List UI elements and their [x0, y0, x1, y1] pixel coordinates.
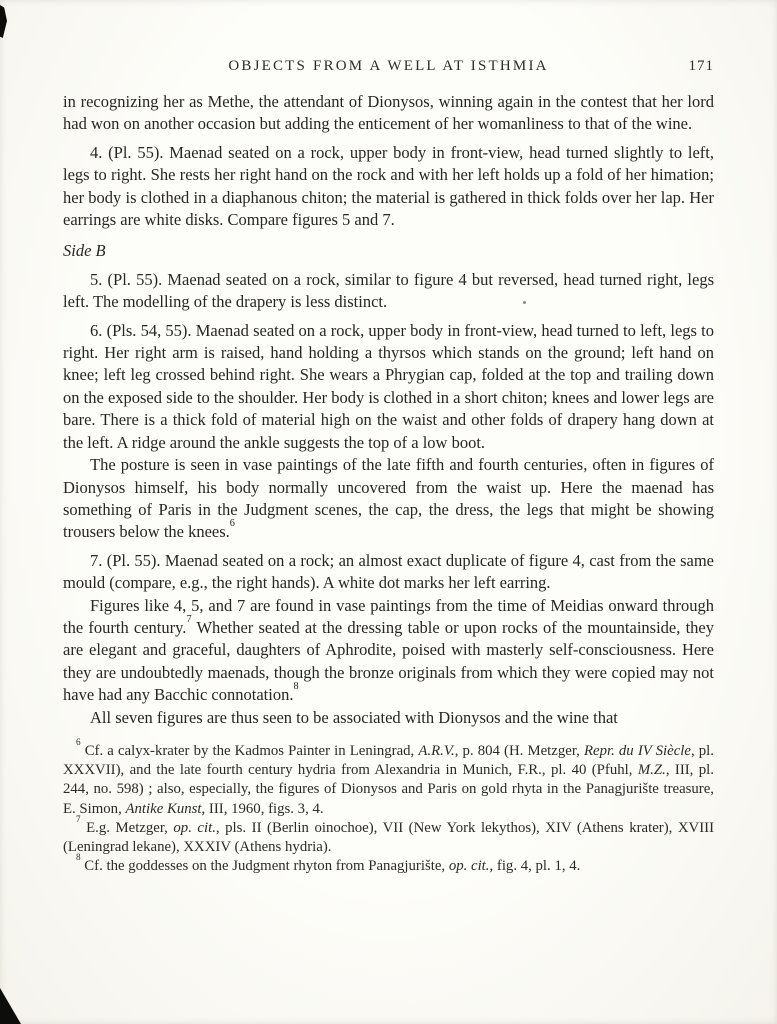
footnote-6	[63, 736, 714, 819]
italic-text: Side B	[63, 241, 106, 261]
footnotes	[63, 736, 714, 876]
footnote-reference: 7	[76, 813, 81, 824]
text-segment: in recognizing her as Methe, the attendant of Dionysos, winning again in the contest that her lord had won on another occasion but adding the enticement of her womanliness to that of the wine.	[63, 92, 714, 134]
text-segment: Cf. the goddesses on the Judgment rhyton from Panagjurište,	[80, 858, 449, 875]
text-segment: 6. (Pls. 54, 55). Maenad seated on a rock, upper body in front-view, head turned to left, legs to right. Her right arm is raised, hand holding a thyrsos which stands on the ground; left hand on knee; left leg crossed behind right. She wears a Phrygian cap, folded at the top and trailing down on the exposed side to the shoulder. Her body is clothed in a short chiton; knees and lower legs are bare. There is a thick fold of material high on the waist and other folds of drapery hang down at the left. A ridge around the ankle suggests the top of a low boot.	[63, 320, 714, 452]
body-text	[63, 91, 714, 729]
catalogue-entry-6	[63, 320, 714, 454]
running-head	[63, 58, 714, 78]
text-segment: 7. (Pl. 55). Maenad seated on a rock; an almost exact duplicate of figure 4, cast from the same mould (compare, e.g., the right hands). A white dot marks her left earring.	[63, 550, 714, 593]
catalogue-entry-7	[63, 550, 714, 595]
italic-text: A.R.V.	[418, 742, 455, 759]
italic-text: M.Z.	[637, 762, 666, 779]
paragraph-figures-4-5-7	[63, 595, 714, 707]
text-segment: , pl. XXXVII), and the late fourth century hydria from Alexandria in Munich, F.R., pl. 40 (Pfuhl,	[63, 742, 714, 779]
text-segment: E.g. Metzger,	[80, 819, 174, 836]
italic-text: op. cit.	[173, 819, 216, 836]
section-heading-side-b	[63, 240, 714, 262]
paragraph-continuation	[63, 91, 714, 136]
text-segment: , p. 804 (H. Metzger,	[454, 742, 584, 759]
italic-text: Repr. du IV Siècle	[583, 742, 691, 759]
text-segment: All seven figures are thus seen to be associated with Dionysos and the wine that	[90, 707, 618, 727]
text-segment: 5. (Pl. 55). Maenad seated on a rock, similar to figure 4 but reversed, head turned right, legs left. The modelling of the drapery is less distinct.	[63, 269, 714, 312]
scan-artifact-bottom-left	[0, 984, 21, 1024]
text-segment: , pls. II (Berlin oinochoe), VII (New York lekythos), XIV (Athens krater), XVIII (Leningrad lekane), XXXIV (Athens hydria).	[63, 819, 714, 855]
italic-text: Antike Kunst	[125, 800, 202, 817]
text-segment: , III, 1960, figs. 3, 4.	[201, 800, 324, 817]
catalogue-entry-4	[63, 142, 714, 232]
footnote-reference: 8	[76, 852, 81, 863]
text-segment: , III, pl. 244, no. 598) ; also, especially, the figures of Dionysos and Paris on gold rhyta in the Panagjurište treasure, E. Simon,	[63, 762, 714, 817]
scan-artifact-top-left	[0, 5, 7, 38]
running-head-title: OBJECTS FROM A WELL AT ISTHMIA	[228, 58, 549, 74]
page-content	[63, 58, 714, 876]
page-number: 171	[688, 58, 714, 74]
text-segment: Cf. a calyx-krater by the Kadmos Painter in Leningrad,	[80, 742, 419, 759]
footnote-reference: 6	[229, 518, 235, 530]
paragraph-posture	[63, 454, 714, 544]
footnote-8	[63, 852, 714, 876]
footnote-7	[63, 813, 714, 857]
text-segment: Figures like 4, 5, and 7 are found in vase paintings from the time of Meidias onward through the fourth century.	[63, 595, 714, 637]
paragraph-all-seven	[63, 707, 714, 729]
text-segment: The posture is seen in vase paintings of the late fifth and fourth centuries, often in figures of Dionysos himself, his body normally uncovered from the waist up. Here the maenad has something of Paris in the Judgment scenes, the cap, the dress, the legs that might be showing trousers below the knees.	[63, 455, 714, 542]
text-segment: , fig. 4, pl. 1, 4.	[489, 858, 581, 875]
text-segment: Whether seated at the dressing table or upon rocks of the mountainside, they are elegant and graceful, daughters of Aphrodite, poised with masterly self-consciousness. Here they are undoubtedly maenads, though the bronze originals from which they were copied may not have had any Bacchic connotation.	[63, 617, 714, 705]
text-segment: 4. (Pl. 55). Maenad seated on a rock, upper body in front-view, head turned slightly to left, legs to right. She rests her right hand on the rock and with her left holds up a fold of her himation; her body is clothed in a diaphanous chiton; the material is gathered in thick folds over her lap. Her earrings are white disks. Compare figures 5 and 7.	[63, 142, 714, 230]
footnote-reference: 7	[186, 613, 192, 625]
italic-text: op. cit.	[448, 858, 490, 875]
footnote-reference: 8	[293, 681, 299, 693]
catalogue-entry-5	[63, 269, 714, 314]
footnote-reference: 6	[76, 736, 81, 747]
